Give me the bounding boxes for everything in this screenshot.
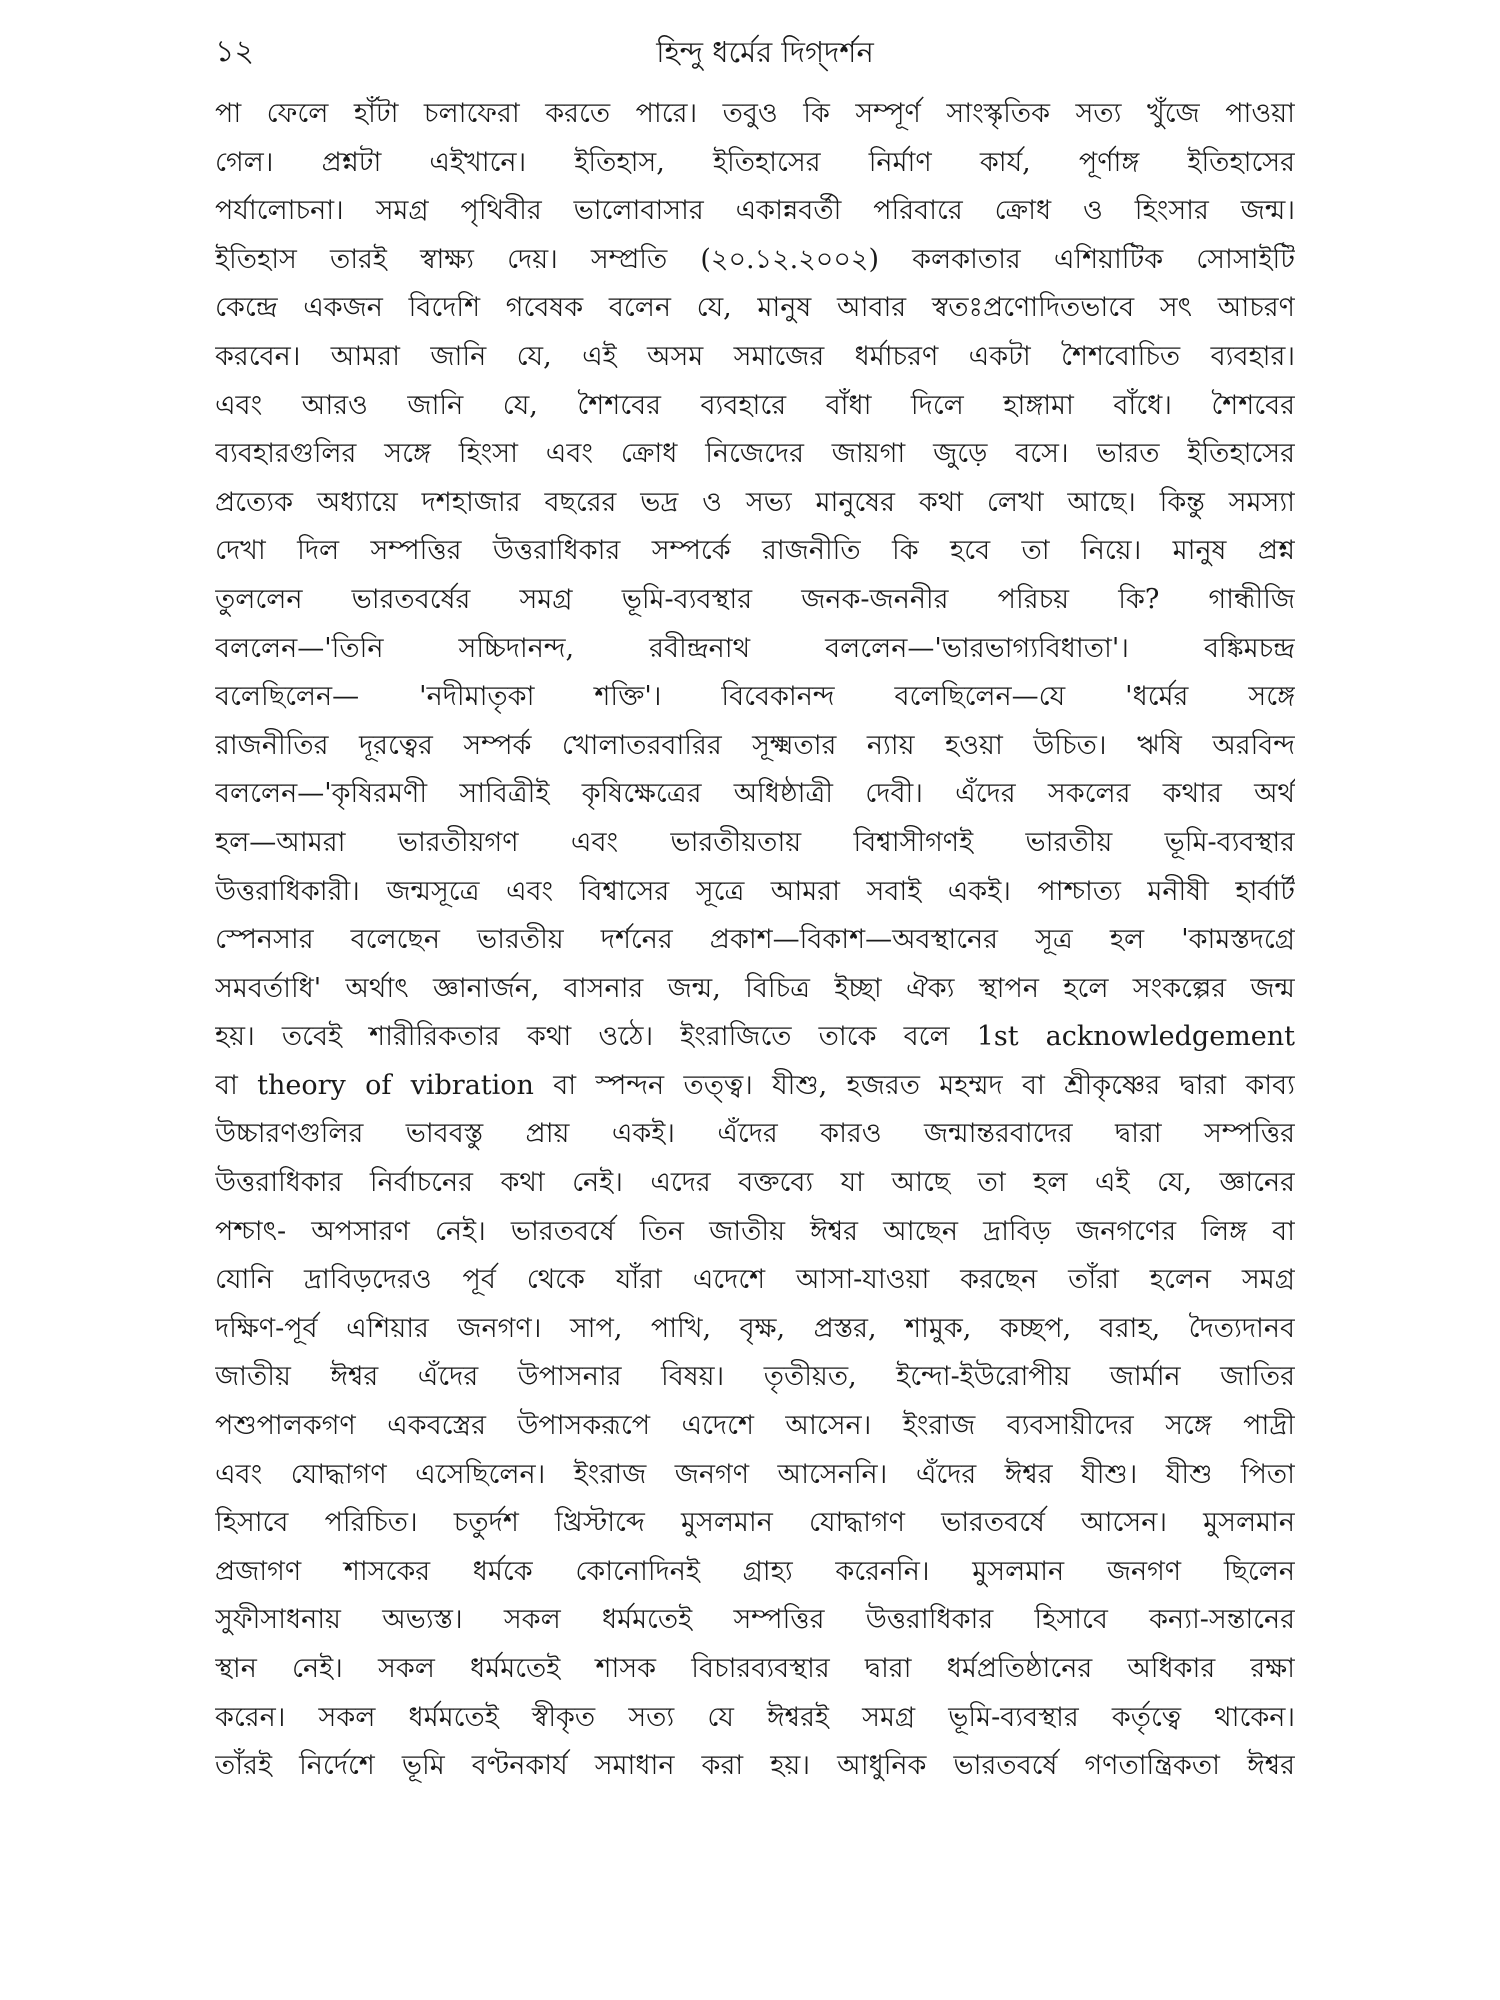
text-line: হয়। তবেই শারীরিকতার কথা ওঠে। ইংরাজিতে তাকে বলে 1st acknowledgement (215, 1021, 1295, 1053)
text-line: দক্ষিণ-পূর্ব এশিয়ার জনগণ। সাপ, পাখি, বৃক্ষ, প্রস্তর, শামুক, কচ্ছপ, বরাহ, দৈত্যদানব (215, 1312, 1295, 1344)
text-line: বলেছিলেন— 'নদীমাতৃকা শক্তি'। বিবেকানন্দ বলেছিলেন—যে 'ধর্মের সঙ্গে (215, 681, 1295, 713)
text-line: সুফীসাধনায় অভ্যস্ত। সকল ধর্মমতেই সম্পত্তির উত্তরাধিকার হিসাবে কন্যা-সন্তানের (215, 1604, 1295, 1636)
text-line: পর্যালোচনা। সমগ্র পৃথিবীর ভালোবাসার একান্নবর্তী পরিবারে ক্রোধ ও হিংসার জন্ম। (215, 195, 1295, 227)
text-line: দেখা দিল সম্পত্তির উত্তরাধিকার সম্পর্কে রাজনীতি কি হবে তা নিয়ে। মানুষ প্রশ্ন (215, 535, 1295, 567)
text-line: যোনি দ্রাবিড়দেরও পূর্ব থেকে যাঁরা এদেশে আসা-যাওয়া করছেন তাঁরা হলেন সমগ্র (215, 1264, 1295, 1296)
text-line: পশ্চাৎ- অপসারণ নেই। ভারতবর্ষে তিন জাতীয় ঈশ্বর আছেন দ্রাবিড় জনগণের লিঙ্গ বা (215, 1215, 1295, 1247)
page-header (215, 28, 1315, 78)
page-number: ১২ (215, 34, 254, 69)
text-line: সমবর্তাধি' অর্থাৎ জ্ঞানার্জন, বাসনার জন্ম, বিচিত্র ইচ্ছা ঐক্য স্থাপন হলে সংকল্পের জন্ম (215, 972, 1295, 1004)
text-line: উত্তরাধিকারী। জন্মসূত্রে এবং বিশ্বাসের সূত্রে আমরা সবাই একই। পাশ্চাত্য মনীষী হার্বার্ট (215, 875, 1295, 907)
text-line: এবং যোদ্ধাগণ এসেছিলেন। ইংরাজ জনগণ আসেননি। এঁদের ঈশ্বর যীশু। যীশু পিতা (215, 1458, 1295, 1490)
text-line: বললেন—'কৃষিরমণী সাবিত্রীই কৃষিক্ষেত্রের অধিষ্ঠাত্রী দেবী। এঁদের সকলের কথার অর্থ (215, 778, 1295, 810)
text-line: করবেন। আমরা জানি যে, এই অসম সমাজের ধর্মাচরণ একটা শৈশবোচিত ব্যবহার। (215, 340, 1295, 372)
text-line: হিসাবে পরিচিত। চতুর্দশ খ্রিস্টাব্দে মুসলমান যোদ্ধাগণ ভারতবর্ষে আসেন। মুসলমান (215, 1507, 1295, 1539)
running-title: হিন্দু ধর্মের দিগ্‌দর্শন (656, 35, 874, 69)
text-line: রাজনীতির দূরত্বের সম্পর্ক খোলাতরবারির সূক্ষ্মতার ন্যায় হওয়া উচিত। ঋষি অরবিন্দ (215, 729, 1295, 761)
text-line: বা theory of vibration বা স্পন্দন তত্ত্ব। যীশু, হজরত মহম্মদ বা শ্রীকৃষ্ণের দ্বারা কাব্য (215, 1069, 1295, 1101)
text-line: পশুপালকগণ একবস্ত্রের উপাসকরূপে এদেশে আসেন। ইংরাজ ব্যবসায়ীদের সঙ্গে পাদ্রী (215, 1410, 1295, 1442)
text-line: প্রত্যেক অধ্যায়ে দশহাজার বছরের ভদ্র ও সভ্য মানুষের কথা লেখা আছে। কিন্তু সমস্যা (215, 486, 1295, 518)
text-line: স্পেনসার বলেছেন ভারতীয় দর্শনের প্রকাশ—বিকাশ—অবস্থানের সূত্র হল 'কামস্তদগ্রে (215, 924, 1295, 956)
text-line: তুললেন ভারতবর্ষের সমগ্র ভূমি-ব্যবস্থার জনক-জননীর পরিচয় কি? গান্ধীজি (215, 583, 1295, 615)
body-paragraph (215, 90, 1295, 1791)
text-line: জাতীয় ঈশ্বর এঁদের উপাসনার বিষয়। তৃতীয়ত, ইন্দো-ইউরোপীয় জার্মান জাতির (215, 1361, 1295, 1393)
text-line: কেন্দ্রে একজন বিদেশি গবেষক বলেন যে, মানুষ আবার স্বতঃপ্রণোদিতভাবে সৎ আচরণ (215, 292, 1295, 324)
text-line: এবং আরও জানি যে, শৈশবের ব্যবহারে বাঁধা দিলে হাঙ্গামা বাঁধে। শৈশবের (215, 389, 1295, 421)
text-line: তাঁরই নির্দেশে ভূমি বণ্টনকার্য সমাধান করা হয়। আধুনিক ভারতবর্ষে গণতান্ত্রিকতা ঈশ্বর (215, 1750, 1295, 1782)
text-line: করেন। সকল ধর্মমতেই স্বীকৃত সত্য যে ঈশ্বরই সমগ্র ভূমি-ব্যবস্থার কর্তৃত্বে থাকেন। (215, 1701, 1295, 1733)
text-line: হল—আমরা ভারতীয়গণ এবং ভারতীয়তায় বিশ্বাসীগণই ভারতীয় ভূমি-ব্যবস্থার (215, 826, 1295, 858)
text-line: স্থান নেই। সকল ধর্মমতেই শাসক বিচারব্যবস্থার দ্বারা ধর্মপ্রতিষ্ঠানের অধিকার রক্ষা (215, 1653, 1295, 1684)
text-line: ইতিহাস তারই স্বাক্ষ্য দেয়। সম্প্রতি (২০.১২.২০০২) কলকাতার এশিয়াটিক সোসাইটি (215, 243, 1295, 275)
text-line: ব্যবহারগুলির সঙ্গে হিংসা এবং ক্রোধ নিজেদের জায়গা জুড়ে বসে। ভারত ইতিহাসের (215, 438, 1295, 470)
text-line: গেল। প্রশ্নটা এইখানে। ইতিহাস, ইতিহাসের নির্মাণ কার্য, পূর্ণাঙ্গ ইতিহাসের (215, 146, 1295, 178)
text-line: বললেন—'তিনি সচ্চিদানন্দ, রবীন্দ্রনাথ বললেন—'ভারভাগ্যবিধাতা'। বঙ্কিমচন্দ্র (215, 632, 1295, 664)
text-line: উচ্চারণগুলির ভাববস্তু প্রায় একই। এঁদের কারও জন্মান্তরবাদের দ্বারা সম্পত্তির (215, 1118, 1295, 1150)
text-line: উত্তরাধিকার নির্বাচনের কথা নেই। এদের বক্তব্যে যা আছে তা হল এই যে, জ্ঞানের (215, 1167, 1295, 1199)
text-line: প্রজাগণ শাসকের ধর্মকে কোনোদিনই গ্রাহ্য করেননি। মুসলমান জনগণ ছিলেন (215, 1555, 1295, 1587)
text-line: পা ফেলে হাঁটা চলাফেরা করতে পারে। তবুও কি সম্পূর্ণ সাংস্কৃতিক সত্য খুঁজে পাওয়া (215, 98, 1295, 129)
